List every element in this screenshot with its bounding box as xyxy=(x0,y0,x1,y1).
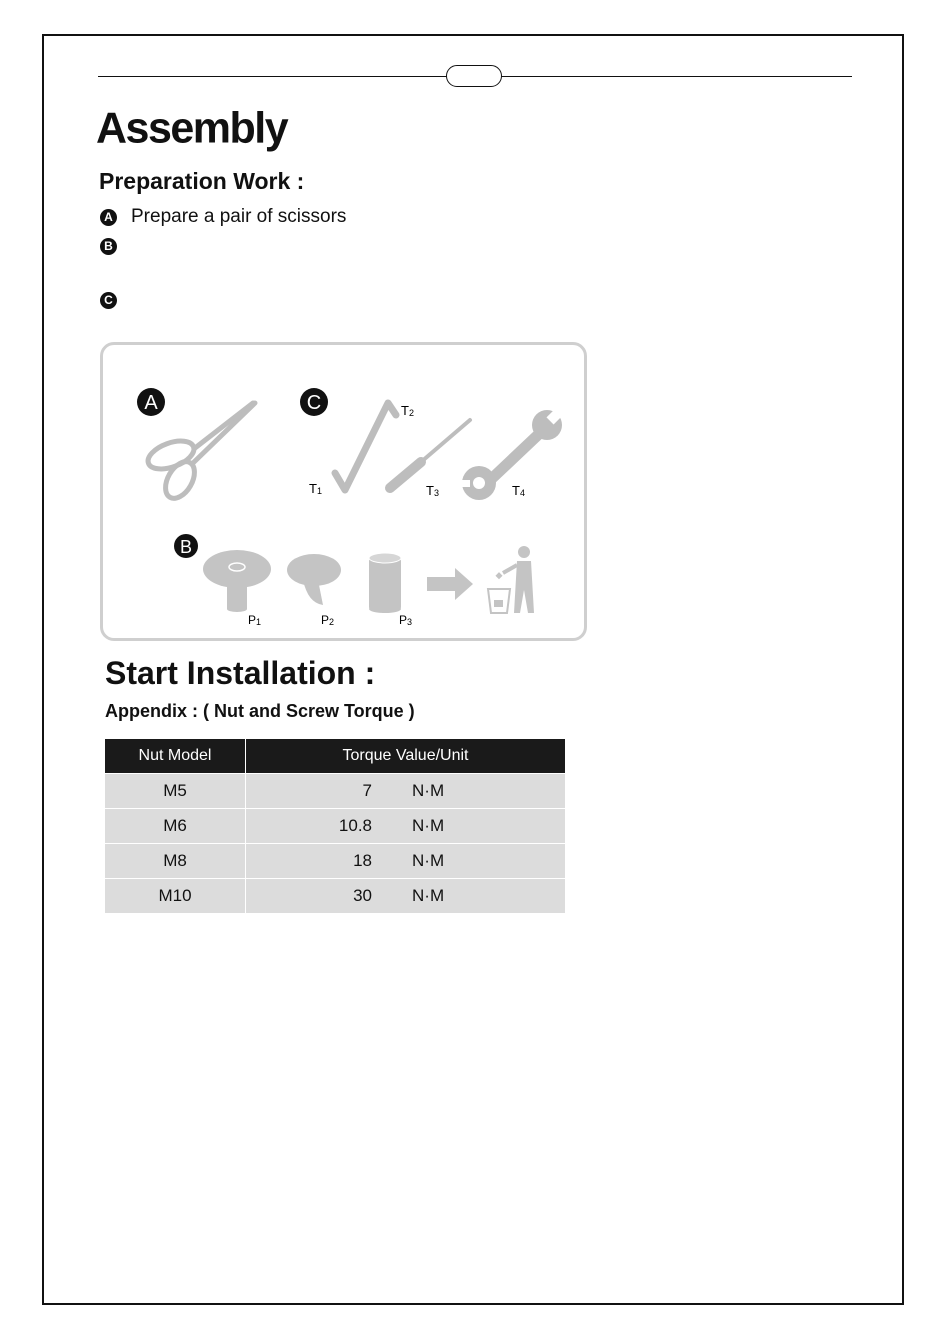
tools-figure xyxy=(100,342,587,641)
step-c xyxy=(100,292,131,309)
torque-value: 30 xyxy=(353,886,372,905)
figure-badge-a xyxy=(137,388,165,416)
label-p1: P1 xyxy=(248,613,262,627)
label-p2: P2 xyxy=(321,613,335,627)
table-row xyxy=(105,844,565,879)
svg-text:A: A xyxy=(144,392,158,414)
page-number-pill xyxy=(446,65,502,87)
torque-value: 18 xyxy=(353,851,372,870)
cell-torque xyxy=(246,879,566,914)
screwdriver-icon xyxy=(390,420,470,488)
badge-b-icon: B xyxy=(100,238,117,255)
table-row xyxy=(105,809,565,844)
torque-table xyxy=(105,739,565,913)
torque-unit: N·M xyxy=(412,816,445,835)
cell-model: M6 xyxy=(105,809,246,844)
trash-bin-person-icon xyxy=(488,546,534,613)
hex-key-icon xyxy=(335,403,396,490)
preparation-heading: Preparation Work : xyxy=(99,168,305,194)
figure-badge-c xyxy=(300,388,328,416)
packing-part-p1-icon xyxy=(203,550,271,612)
torque-unit: N·M xyxy=(412,781,445,800)
table-row xyxy=(105,774,565,809)
label-t3: T3 xyxy=(426,483,439,498)
torque-unit: N·M xyxy=(412,886,445,905)
label-t1: T1 xyxy=(309,481,322,496)
appendix-heading: Appendix : ( Nut and Screw Torque ) xyxy=(105,701,415,721)
torque-unit: N·M xyxy=(412,851,445,870)
tools-figure-svg xyxy=(103,345,590,644)
cell-torque xyxy=(246,809,566,844)
scissors-icon xyxy=(144,403,255,503)
step-a xyxy=(100,206,346,228)
label-t2: T2 xyxy=(401,403,414,418)
cell-model: M5 xyxy=(105,774,246,809)
step-a-text: Prepare a pair of scissors xyxy=(131,206,347,227)
column-header-nut-model: Nut Model xyxy=(105,739,246,774)
step-b xyxy=(100,238,131,255)
cell-model: M10 xyxy=(105,879,246,914)
arrow-right-icon xyxy=(427,568,473,600)
label-p3: P3 xyxy=(399,613,413,627)
svg-text:C: C xyxy=(306,392,322,414)
table-row xyxy=(105,879,565,914)
page-title: Assembly xyxy=(96,103,288,153)
table-header-row xyxy=(105,739,565,774)
cell-torque xyxy=(246,774,566,809)
packing-part-p2-icon xyxy=(287,554,341,605)
torque-value: 7 xyxy=(362,781,372,800)
svg-text:B: B xyxy=(179,537,193,557)
packing-part-p3-icon xyxy=(369,553,401,613)
column-header-torque: Torque Value/Unit xyxy=(246,739,566,774)
badge-a-icon: A xyxy=(100,209,117,226)
label-t4: T4 xyxy=(512,483,525,498)
figure-badge-b xyxy=(174,534,198,558)
installation-heading: Start Installation : xyxy=(105,655,376,691)
cell-torque xyxy=(246,844,566,879)
torque-value: 10.8 xyxy=(338,816,372,835)
cell-model: M8 xyxy=(105,844,246,879)
badge-c-icon: C xyxy=(100,292,117,309)
